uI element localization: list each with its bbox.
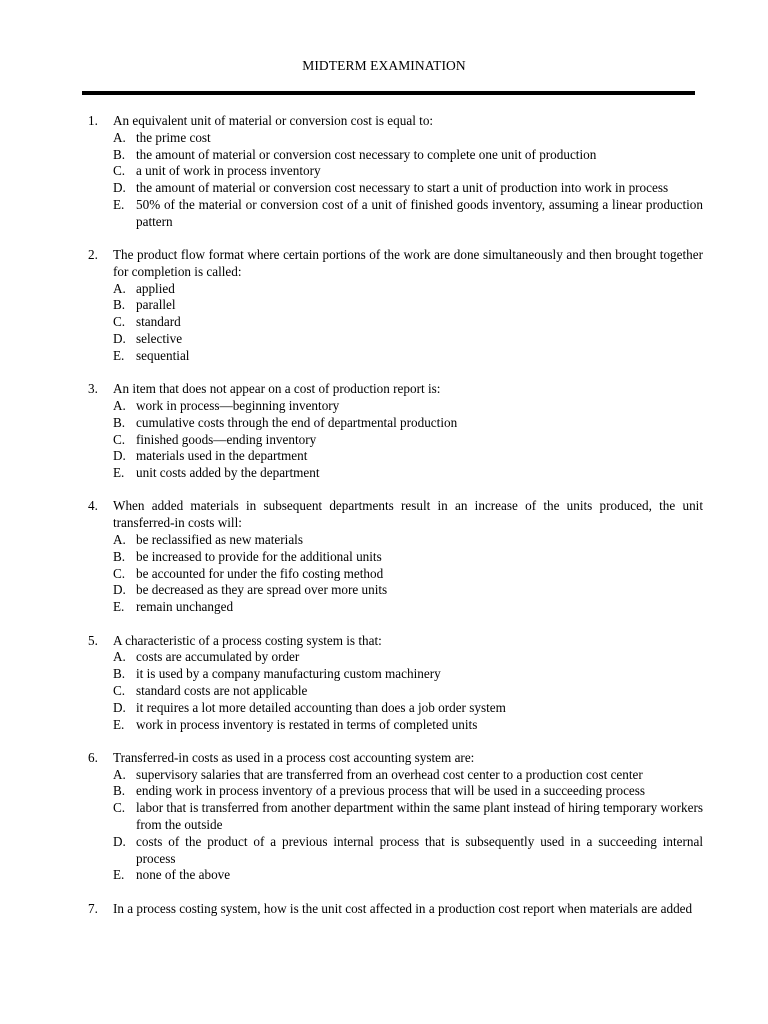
answer-option: [113, 432, 703, 449]
option-text: ending work in process inventory of a previous process that will be used in a succeeding process: [136, 783, 646, 799]
question-text: Transferred-in costs as used in a process cost accounting system are:: [113, 749, 475, 765]
question-text: The product flow format where certain portions of the work are done simultaneously and then brought together for completion is called:: [113, 247, 703, 279]
question-number: 5.: [88, 632, 98, 648]
option-text: selective: [136, 331, 183, 347]
option-text: materials used in the department: [136, 448, 308, 464]
question-number: 7.: [88, 900, 98, 916]
answer-option: [113, 415, 703, 432]
answer-option: [113, 348, 703, 365]
question-number: 3.: [88, 381, 98, 397]
option-letter: D.: [113, 582, 126, 598]
option-letter: B.: [113, 548, 126, 564]
answer-option: [113, 180, 703, 197]
answer-option: [113, 331, 703, 348]
question-number: 1.: [88, 113, 98, 128]
option-text: work in process—beginning inventory: [136, 397, 340, 413]
option-letter: D.: [113, 448, 126, 464]
option-text: standard: [136, 314, 181, 330]
option-text: unit costs added by the department: [136, 465, 320, 481]
option-text: sequential: [136, 347, 190, 363]
question-text: When added materials in subsequent departments result in an increase of the units produced, the unit transferred-in costs will:: [113, 498, 703, 531]
answer-option: [113, 448, 703, 465]
option-text: be reclassified as new materials: [136, 532, 303, 548]
answer-option: [113, 566, 703, 583]
title-divider: [82, 91, 695, 95]
option-letter: D.: [113, 833, 126, 849]
option-text: be accounted for under the fifo costing method: [136, 565, 384, 581]
answer-option: [113, 281, 703, 298]
option-text: it is used by a company manufacturing custom machinery: [136, 666, 441, 682]
answer-option: [113, 783, 703, 800]
answer-option: [113, 297, 703, 314]
option-text: the amount of material or conversion cost necessary to complete one unit of production: [136, 146, 597, 162]
question-number: 6.: [88, 749, 98, 765]
option-letter: E.: [113, 867, 125, 883]
option-text: costs of the product of a previous internal process that is subsequently used in a succeeding internal process: [136, 833, 703, 866]
option-letter: A.: [113, 129, 126, 145]
option-letter: D.: [113, 331, 126, 347]
answer-option: [113, 834, 703, 868]
answer-option: [113, 700, 703, 717]
option-letter: A.: [113, 397, 126, 413]
option-text: supervisory salaries that are transferred from an overhead cost center to a production cost center: [136, 766, 643, 782]
question-3: [88, 381, 703, 482]
option-letter: C.: [113, 800, 126, 816]
question-1: [88, 113, 703, 231]
option-letter: E.: [113, 465, 125, 481]
page-title: MIDTERM EXAMINATION: [302, 58, 466, 73]
answer-option: [113, 163, 703, 180]
option-letter: E.: [113, 599, 125, 615]
answer-option: [113, 147, 703, 164]
question-text: A characteristic of a process costing system is that:: [113, 632, 382, 648]
answer-option: [113, 314, 703, 331]
option-text: be decreased as they are spread over more units: [136, 582, 388, 598]
question-text: In a process costing system, how is the unit cost affected in a production cost report when materials are added: [113, 900, 693, 916]
option-letter: B.: [113, 666, 126, 682]
option-letter: C.: [113, 314, 126, 330]
question-number: 2.: [88, 247, 98, 263]
option-text: the prime cost: [136, 129, 211, 145]
option-text: the amount of material or conversion cost necessary to start a unit of production into work in process: [136, 180, 669, 196]
option-text: work in process inventory is restated in terms of completed units: [136, 716, 478, 732]
question-5: [88, 633, 703, 734]
answer-option: [113, 197, 703, 231]
option-letter: C.: [113, 163, 126, 179]
option-letter: B.: [113, 146, 126, 162]
question-list: [88, 113, 703, 934]
answer-option: [113, 666, 703, 683]
answer-option: [113, 867, 703, 884]
question-number: 4.: [88, 498, 98, 514]
option-text: a unit of work in process inventory: [136, 163, 321, 179]
option-letter: B.: [113, 414, 126, 430]
option-letter: C.: [113, 565, 126, 581]
option-letter: C.: [113, 431, 126, 447]
option-letter: E.: [113, 196, 125, 212]
option-text: costs are accumulated by order: [136, 649, 300, 665]
answer-option: [113, 130, 703, 147]
option-text: standard costs are not applicable: [136, 682, 308, 698]
option-letter: E.: [113, 347, 125, 363]
option-text: none of the above: [136, 867, 231, 883]
answer-option: [113, 465, 703, 482]
option-text: cumulative costs through the end of departmental production: [136, 414, 458, 430]
option-text: it requires a lot more detailed accounting than does a job order system: [136, 699, 506, 715]
question-2: [88, 247, 703, 365]
answer-option: [113, 549, 703, 566]
question-text: An equivalent unit of material or conversion cost is equal to:: [113, 113, 434, 128]
option-letter: C.: [113, 682, 126, 698]
answer-option: [113, 683, 703, 700]
answer-option: [113, 599, 703, 616]
option-letter: A.: [113, 766, 126, 782]
option-text: applied: [136, 280, 175, 296]
option-letter: B.: [113, 297, 126, 313]
question-6: [88, 750, 703, 884]
answer-option: [113, 717, 703, 734]
answer-option: [113, 582, 703, 599]
answer-option: [113, 800, 703, 834]
option-letter: A.: [113, 532, 126, 548]
option-letter: D.: [113, 180, 126, 196]
option-text: 50% of the material or conversion cost of a unit of finished goods inventory, assuming a linear production pattern: [136, 196, 703, 229]
answer-option: [113, 649, 703, 666]
option-text: parallel: [136, 297, 176, 313]
answer-option: [113, 398, 703, 415]
option-text: be increased to provide for the additional units: [136, 548, 382, 564]
option-text: finished goods—ending inventory: [136, 431, 317, 447]
option-letter: B.: [113, 783, 126, 799]
question-text: An item that does not appear on a cost of production report is:: [113, 381, 441, 397]
option-text: remain unchanged: [136, 599, 234, 615]
option-text: labor that is transferred from another department within the same plant instead of hiring temporary workers from the outside: [136, 800, 703, 832]
question-7: [88, 901, 703, 918]
option-letter: D.: [113, 699, 126, 715]
option-letter: E.: [113, 716, 125, 732]
question-4: [88, 498, 703, 616]
answer-option: [113, 532, 703, 549]
answer-option: [113, 767, 703, 784]
option-letter: A.: [113, 649, 126, 665]
option-letter: A.: [113, 280, 126, 296]
